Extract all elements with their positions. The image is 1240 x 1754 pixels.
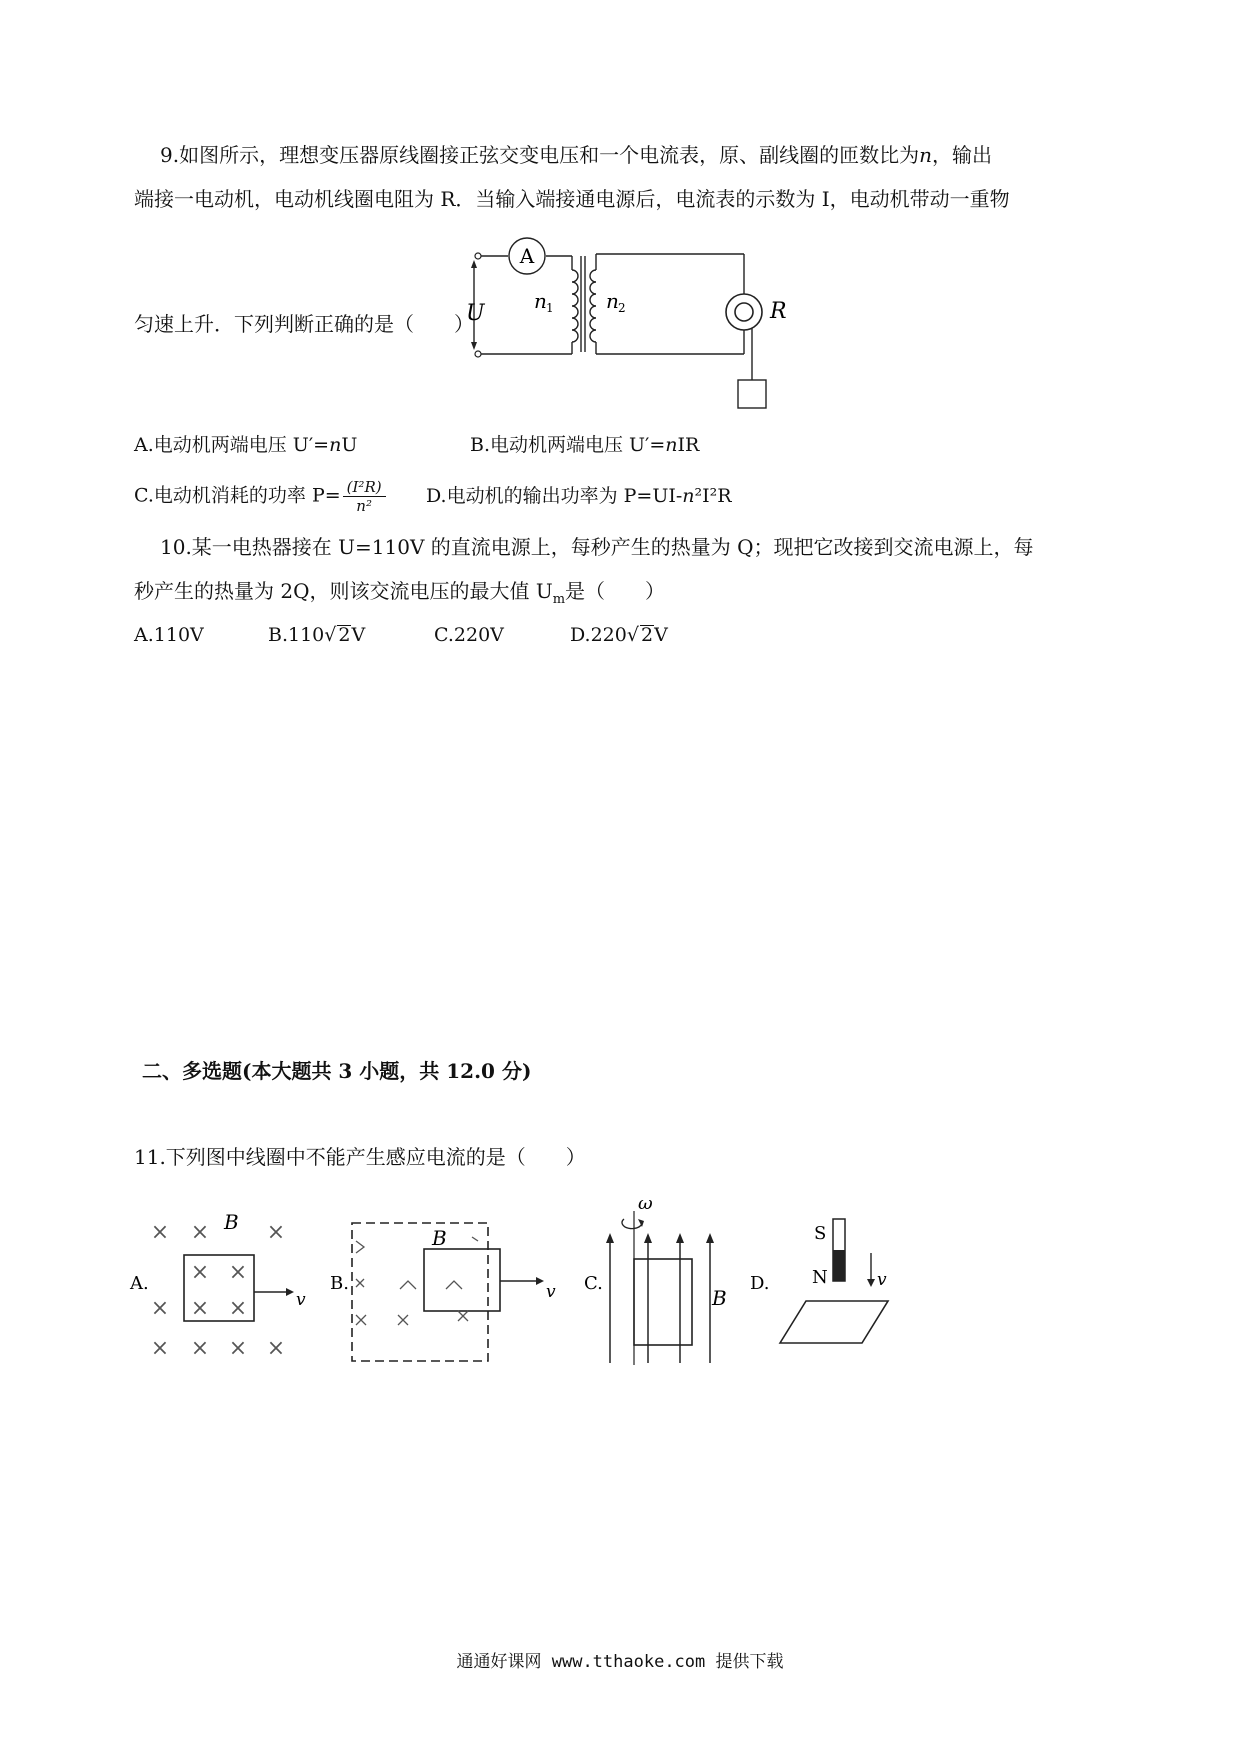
q10-option-d-radical: √ 2 — [626, 624, 654, 646]
q9-stem-line-1 — [160, 141, 992, 169]
fig-b-option-label: B. — [330, 1273, 349, 1294]
fig-c-option-label: C. — [584, 1273, 603, 1294]
svg-text:×: × — [150, 1336, 170, 1361]
q11-stem: 11.下列图中线圈中不能产生感应电流的是（ ） — [134, 1145, 586, 1169]
fig-d-coil-plane — [780, 1301, 888, 1343]
input-terminal-bottom — [475, 351, 481, 357]
q9-option-c[interactable] — [134, 478, 386, 515]
q10-option-d[interactable] — [570, 622, 668, 648]
q9-option-a-post: U — [341, 434, 358, 456]
svg-text:×: × — [228, 1336, 248, 1361]
fig-d-south-label: S — [814, 1223, 827, 1244]
q9-line1-end: ，输出 — [931, 143, 992, 167]
fig-a-velocity-label: v — [296, 1290, 306, 1310]
fig-a-field-crosses — [151, 1220, 285, 1361]
q10-line2-post: 是（ ） — [565, 579, 666, 603]
q11-figures — [128, 1195, 908, 1375]
motor-inner-ring — [735, 303, 753, 321]
svg-text:×: × — [190, 1260, 210, 1285]
q11-figure-d[interactable] — [750, 1219, 888, 1343]
fig-d-option-label: D. — [750, 1273, 770, 1294]
q10-option-c[interactable]: C.220V — [434, 624, 504, 646]
svg-text:×: × — [150, 1220, 170, 1245]
q10-line2-sub: m — [552, 592, 566, 607]
fig-b-velocity-label: v — [546, 1282, 556, 1302]
svg-text:×: × — [266, 1336, 286, 1361]
q11-figure-b[interactable] — [330, 1223, 556, 1361]
q9-option-b[interactable] — [470, 432, 699, 458]
q9-option-c-denominator: n² — [356, 497, 372, 515]
svg-text:×: × — [228, 1260, 248, 1285]
q10-option-a[interactable]: A.110V — [134, 624, 204, 646]
fig-c-field-label: B — [712, 1286, 727, 1310]
fig-d-velocity-label: v — [877, 1270, 887, 1290]
fig-a-velocity-arrow — [286, 1288, 294, 1296]
q10-option-b-radical: √ 2 — [324, 624, 351, 646]
fig-a-field-label: B — [224, 1210, 239, 1234]
fig-c-coil — [634, 1259, 692, 1345]
q9-option-a-pre: A.电动机两端电压 U′= — [134, 434, 330, 456]
q9-option-c-pre: C.电动机消耗的功率 P= — [134, 484, 341, 507]
fig-d-magnet-north-half — [833, 1250, 845, 1281]
q11-figure-a[interactable] — [129, 1210, 306, 1361]
secondary-turns-sub: 2 — [618, 301, 626, 315]
svg-text:×: × — [190, 1220, 210, 1245]
q10-option-b-pre: B.110 — [268, 624, 325, 646]
primary-turns-label: n — [534, 289, 547, 313]
q10-option-d-post: V — [654, 624, 668, 646]
fig-b-field-label: B — [432, 1226, 447, 1250]
q9-option-d-var: n — [682, 485, 695, 507]
q10-option-d-pre: D.220 — [570, 624, 627, 646]
svg-text:×: × — [150, 1296, 170, 1321]
q9-line1-text: 9.如图所示，理想变压器原线圈接正弦交变电压和一个电流表，原、副线圈的匝数比为 — [160, 143, 920, 167]
primary-turns-sub: 1 — [546, 301, 554, 315]
q9-option-d-pre: D.电动机的输出功率为 P=UI- — [426, 485, 683, 507]
q9-option-b-post: IR — [677, 434, 700, 456]
fig-b-field-region — [352, 1223, 488, 1361]
svg-text:×: × — [266, 1220, 286, 1245]
fig-d-velocity-arrow — [867, 1279, 875, 1287]
secondary-turns-label: n — [606, 289, 619, 313]
voltage-label: U — [466, 301, 485, 326]
svg-text:×: × — [228, 1296, 248, 1321]
q9-transformer-circuit-figure — [460, 232, 800, 414]
q9-option-d-post: ²I²R — [694, 485, 732, 507]
q10-option-b-post: V — [351, 624, 366, 646]
q9-option-b-pre: B.电动机两端电压 U′= — [470, 434, 666, 456]
fig-c-omega-label: ω — [638, 1195, 653, 1214]
fig-d-north-label: N — [812, 1267, 828, 1288]
ammeter-label: A — [519, 244, 535, 268]
q9-option-a[interactable] — [134, 432, 357, 458]
fig-b-velocity-arrow — [536, 1277, 544, 1285]
q10-line2-pre: 秒产生的热量为 2Q，则该交流电压的最大值 U — [134, 579, 553, 603]
q9-option-c-fraction — [343, 478, 386, 515]
q10-option-b[interactable] — [268, 622, 365, 648]
q9-option-d[interactable] — [426, 483, 732, 509]
section-2-heading: 二、多选题(本大题共 3 小题，共 12.0 分) — [142, 1059, 532, 1083]
resistance-label: R — [770, 299, 787, 324]
page-footer: 通通好课网 www.tthaoke.com 提供下载 — [456, 1652, 784, 1672]
fig-a-option-label: A. — [130, 1273, 149, 1294]
q10-stem-line-1: 10.某一电热器接在 U=110V 的直流电源上，每秒产生的热量为 Q；现把它改接到交流电源上，每 — [160, 535, 1034, 559]
svg-text:×: × — [190, 1336, 210, 1361]
input-terminal-top — [475, 253, 481, 259]
q9-option-a-var: n — [329, 434, 342, 456]
svg-text:×: × — [190, 1296, 210, 1321]
q9-stem-line-3: 匀速上升．下列判断正确的是（ ） — [134, 312, 474, 336]
q9-stem-line-2: 端接一电动机，电动机线圈电阻为 R．当输入端接通电源后，电流表的示数为 I，电动机带动一重物 — [134, 187, 1010, 211]
q9-line1-var: n — [919, 143, 932, 167]
q9-option-c-numerator: (I²R) — [343, 478, 386, 497]
q9-option-b-var: n — [665, 434, 678, 456]
q11-figure-c[interactable] — [584, 1195, 727, 1365]
q10-stem-line-2 — [134, 577, 665, 614]
